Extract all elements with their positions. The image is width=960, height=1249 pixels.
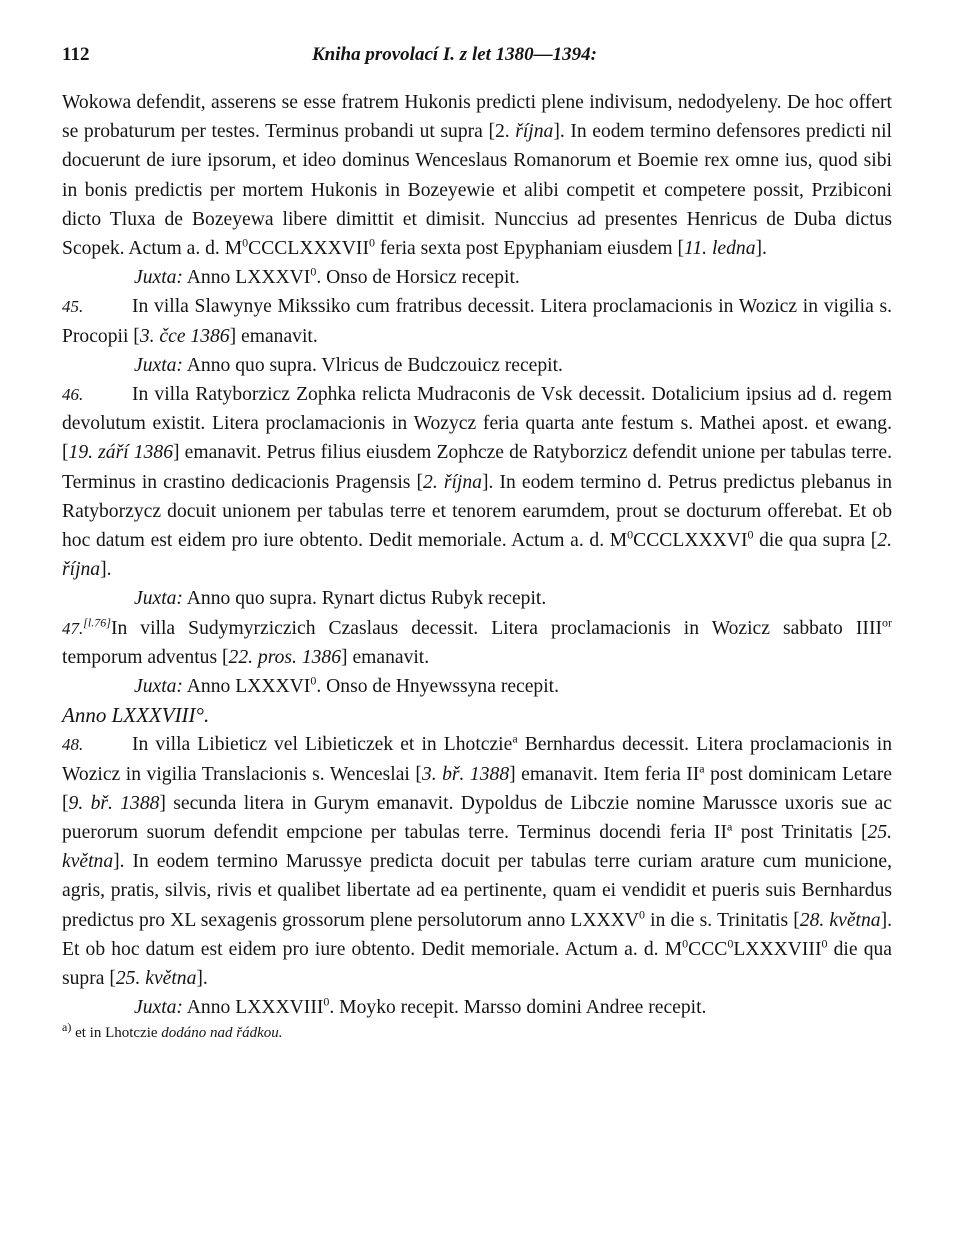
italic-text: Juxta: bbox=[134, 267, 183, 289]
text-run: ] emanavit. Petrus filius eiusdem Zophcze de Ratyborzicz defendit unione per tabulas terre. Terminus in crastino dedicacionis Pragensis [ bbox=[62, 442, 892, 493]
superscript-text: a bbox=[512, 731, 518, 746]
italic-text: Juxta: bbox=[134, 588, 183, 610]
italic-text: 22. pros. 1386 bbox=[228, 646, 342, 668]
text-run: Anno LXXXVI bbox=[182, 676, 311, 698]
entry-number: 46. bbox=[62, 385, 84, 405]
text-run: Anno LXXXVI bbox=[182, 267, 311, 289]
superscript-text: 0 bbox=[627, 527, 634, 542]
italic-text: 3. bř. 1388 bbox=[421, 763, 510, 785]
running-title: Kniha provolací I. z let 1380—1394: bbox=[312, 44, 598, 65]
paragraph-intro bbox=[62, 88, 892, 263]
superscript-text: 0 bbox=[639, 907, 646, 922]
text-run: in die s. Trinitatis [ bbox=[645, 909, 800, 931]
italic-text: 28. května bbox=[799, 909, 881, 931]
text-run: ]. bbox=[196, 968, 208, 990]
superscript-text bbox=[83, 615, 111, 629]
text-run: ]. In eodem termino d. Petrus predictus plebanus in Ratyborzycz docuit unionem per tabulas terre et tenorem earumdem, prout se docturum offerebat. Et ob hoc datum est eidem pro iure obtento. Dedit memoriale. Actum a. d. M bbox=[62, 471, 893, 552]
text-run: In villa Slawynye Mikssiko cum fratribus decessit. Litera proclamacionis in Wozicz in vigilia s. Procopii [ bbox=[62, 296, 892, 347]
text-run: die qua supra [ bbox=[753, 530, 878, 552]
year-heading: Anno LXXXVIII°. bbox=[62, 703, 210, 728]
text-run: ]. bbox=[100, 559, 112, 581]
entry-number: 45. bbox=[62, 297, 84, 317]
entry-46 bbox=[62, 380, 892, 584]
text-run: CCC bbox=[688, 938, 728, 960]
italic-text: 2. října bbox=[423, 471, 482, 493]
entry-number: 48. bbox=[62, 735, 84, 755]
text-run: Anno quo supra. Vlricus de Budczouicz recepit. bbox=[182, 354, 563, 376]
folio-reference: [l.76] bbox=[83, 615, 111, 630]
text-run: Anno LXXXVIII bbox=[182, 997, 324, 1019]
italic-text: dodáno nad řádkou. bbox=[161, 1024, 283, 1041]
superscript-text: 0 bbox=[368, 235, 375, 250]
italic-text: Juxta: bbox=[134, 997, 183, 1019]
text-run: Bernhardus decessit. Litera proclamacionis in Wozicz in vigilia Translacionis s. Wenceslai [ bbox=[62, 734, 892, 785]
text-run: In villa Ratyborzicz Zophka relicta Mudraconis de Vsk decessit. Dotalicium ipsius ad d. regem devolutum existit. Litera proclamacionis in Wozycz feria quarta ante festum s. Mathei apost. et ewang. [ bbox=[62, 384, 892, 464]
text-run: post dominicam Letare [ bbox=[62, 763, 892, 814]
text-run: post Trinitatis [ bbox=[732, 822, 868, 844]
text-run: LXXXVIII bbox=[733, 938, 822, 960]
text-run: ]. Et ob hoc datum est eidem pro iure obtento. Dedit memoriale. Actum a. d. M bbox=[62, 909, 892, 960]
entry-47 bbox=[62, 614, 892, 672]
juxta-note-5 bbox=[62, 993, 892, 1022]
footnote-mark: a) bbox=[62, 1019, 72, 1034]
text-run: ] emanavit. bbox=[341, 646, 430, 668]
italic-text: 19. září 1386 bbox=[68, 442, 173, 464]
text-run: Wokowa defendit, asserens se esse fratrem Hukonis predicti plene indivisum, nedodyeleny. De hoc offert se probaturum per testes. Terminus probandi ut supra [2. bbox=[62, 92, 892, 143]
entry-45 bbox=[62, 292, 892, 350]
superscript-text: 0 bbox=[242, 235, 249, 250]
text-run: ]. bbox=[755, 238, 767, 260]
superscript-text: 0 bbox=[310, 673, 317, 688]
italic-text: 9. bř. 1388 bbox=[68, 792, 160, 814]
text-run: In villa Sudymyrziczich Czaslaus decessit. Litera proclamacionis in Wozicz sabbato IIII bbox=[110, 617, 882, 639]
italic-text: Juxta: bbox=[134, 354, 183, 376]
text-run: . Onso de Hnyewssyna recepit. bbox=[316, 676, 560, 698]
italic-text: 11. ledna bbox=[684, 238, 756, 260]
superscript-text: a bbox=[699, 761, 705, 776]
superscript-text: 0 bbox=[310, 264, 317, 279]
text-run: . Onso de Horsicz recepit. bbox=[316, 267, 520, 289]
text-run: et in Lhotczie bbox=[71, 1024, 162, 1041]
superscript-text: 0 bbox=[323, 994, 330, 1009]
text-run: Anno quo supra. Rynart dictus Rubyk recepit. bbox=[182, 588, 547, 610]
text-run: CCCLXXXVII bbox=[248, 238, 369, 260]
juxta-note-1 bbox=[62, 263, 892, 292]
text-run: In villa Libieticz vel Libieticzek et in Lhotczie bbox=[132, 734, 513, 756]
superscript-text: a bbox=[727, 819, 733, 834]
italic-text: 25. května bbox=[62, 822, 893, 873]
italic-text: 2. října bbox=[62, 530, 892, 581]
superscript-text: 0 bbox=[682, 936, 689, 951]
text-run: . Moyko recepit. Marsso domini Andree recepit. bbox=[329, 997, 707, 1019]
text-run: die qua supra [ bbox=[62, 938, 892, 990]
page-number: 112 bbox=[62, 44, 90, 65]
entry-48 bbox=[62, 730, 892, 993]
italic-text: 25. května bbox=[115, 968, 197, 990]
italic-text: 3. čce 1386 bbox=[139, 325, 230, 347]
text-run: ] emanavit. bbox=[229, 325, 318, 347]
page-header bbox=[62, 38, 890, 68]
document-body bbox=[62, 88, 892, 1043]
juxta-note-4 bbox=[62, 672, 892, 701]
superscript-text: 0 bbox=[747, 527, 754, 542]
italic-text: října bbox=[515, 121, 554, 143]
text-run: ] secunda litera in Gurym emanavit. Dypoldus de Libczie nomine Marussce uxoris sue ac puerorum suorum defendit empcione per tabulas terre. Terminus docendi feria II bbox=[62, 792, 892, 844]
text-run: ] emanavit. Item feria II bbox=[509, 763, 700, 785]
juxta-note-3 bbox=[62, 584, 892, 613]
text-run: temporum adventus [ bbox=[62, 646, 229, 668]
juxta-note-2 bbox=[62, 351, 892, 380]
entry-number: 47. bbox=[62, 618, 84, 638]
superscript-text: or bbox=[882, 615, 892, 630]
footnote bbox=[62, 1019, 892, 1043]
superscript-text: 0 bbox=[821, 936, 828, 951]
text-run: ]. In eodem termino Marussye predicta docuit per tabulas terre curiam arature cum municione, agris, pratis, silvis, rivis et qualibet libertate ad ea pertinente, quam ei vendidit et pueris suis Bernhardus predictus pro XL sexagenis grossorum plene persolutorum anno LXXXV bbox=[62, 851, 892, 931]
text-run: CCCLXXXVI bbox=[633, 530, 748, 552]
text-run: feria sexta post Epyphaniam eiusdem [ bbox=[374, 238, 685, 260]
text-run: ]. In eodem termino defensores predicti nil docuerunt de iure ipsorum, et ideo dominus Wenceslaus Romanorum et Boemie rex omne ius, quod sibi in bonis predictis per mortem Hukonis in Bozeyewie et alibi competit et competere possit, Przibiconi dicto Tluxa de Bozeyewa libere dimittit et dimisit. Nunccius ad presentes Henricus de Duba dictus Scopek. Actum a. d. M bbox=[62, 121, 892, 260]
italic-text: Juxta: bbox=[134, 676, 183, 698]
superscript-text: 0 bbox=[727, 936, 734, 951]
